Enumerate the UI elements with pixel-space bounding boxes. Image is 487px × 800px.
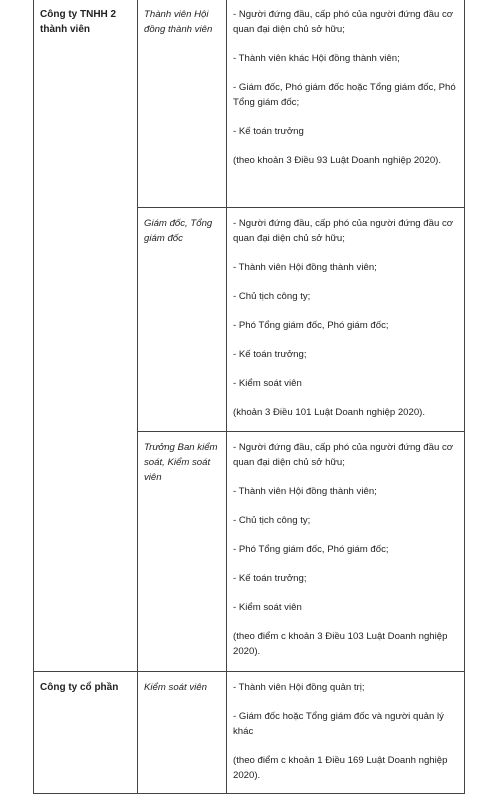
company-cell bbox=[34, 672, 138, 794]
position-cell bbox=[138, 672, 227, 794]
restriction-item: - Người đứng đầu, cấp phó của người đứng đầu cơ quan đại diện chủ sở hữu; bbox=[233, 218, 454, 244]
company-name: Công ty TNHH 2 thành viên bbox=[40, 9, 117, 35]
position-cell bbox=[138, 432, 227, 672]
company-name: Công ty cổ phần bbox=[40, 682, 119, 693]
company-cell bbox=[34, 0, 138, 672]
restriction-item: - Chủ tịch công ty; bbox=[233, 291, 311, 302]
position-name: Giám đốc, Tổng giám đốc bbox=[144, 218, 213, 244]
restriction-item: - Giám đốc hoặc Tổng giám đốc và người quản lý khác bbox=[233, 711, 444, 737]
restriction-item: - Thành viên Hội đồng thành viên; bbox=[233, 262, 377, 273]
restriction-item: - Chủ tịch công ty; bbox=[233, 515, 311, 526]
restriction-item: - Thành viên Hội đồng thành viên; bbox=[233, 486, 377, 497]
restriction-item: - Phó Tổng giám đốc, Phó giám đốc; bbox=[233, 320, 389, 331]
restriction-cell bbox=[227, 672, 465, 794]
restriction-item: - Kiểm soát viên bbox=[233, 602, 302, 613]
position-name: Trưởng Ban kiểm soát, Kiểm soát viên bbox=[144, 442, 218, 483]
restriction-cell bbox=[227, 432, 465, 672]
restriction-item: - Kiểm soát viên bbox=[233, 378, 302, 389]
restriction-item: - Người đứng đầu, cấp phó của người đứng đầu cơ quan đại diện chủ sở hữu; bbox=[233, 9, 454, 35]
position-name: Thành viên Hội đồng thành viên bbox=[144, 9, 213, 35]
legal-reference: (khoản 3 Điều 101 Luật Doanh nghiệp 2020). bbox=[233, 407, 426, 418]
restriction-cell bbox=[227, 208, 465, 432]
table-row bbox=[34, 0, 465, 208]
position-cell bbox=[138, 0, 227, 208]
restriction-cell bbox=[227, 0, 465, 208]
table-row bbox=[34, 672, 465, 794]
restriction-item: - Thành viên Hội đồng quản trị; bbox=[233, 682, 365, 693]
restriction-item: - Kế toán trưởng; bbox=[233, 349, 307, 360]
legal-reference: (theo điểm c khoản 3 Điều 103 Luật Doanh nghiệp 2020). bbox=[233, 631, 448, 657]
position-name: Kiểm soát viên bbox=[144, 682, 207, 693]
regulation-table bbox=[33, 0, 465, 794]
legal-reference: (theo điểm c khoản 1 Điều 169 Luật Doanh nghiệp 2020). bbox=[233, 755, 448, 781]
restriction-item: - Phó Tổng giám đốc, Phó giám đốc; bbox=[233, 544, 389, 555]
restriction-item: - Giám đốc, Phó giám đốc hoặc Tổng giám đốc, Phó Tổng giám đốc; bbox=[233, 82, 456, 108]
restriction-item: - Thành viên khác Hội đồng thành viên; bbox=[233, 53, 400, 64]
restriction-item: - Người đứng đầu, cấp phó của người đứng đầu cơ quan đại diện chủ sở hữu; bbox=[233, 442, 454, 468]
restriction-item: - Kế toán trưởng bbox=[233, 126, 304, 137]
restriction-item: - Kế toán trưởng; bbox=[233, 573, 307, 584]
legal-reference: (theo khoản 3 Điều 93 Luật Doanh nghiệp 2020). bbox=[233, 155, 442, 166]
position-cell bbox=[138, 208, 227, 432]
